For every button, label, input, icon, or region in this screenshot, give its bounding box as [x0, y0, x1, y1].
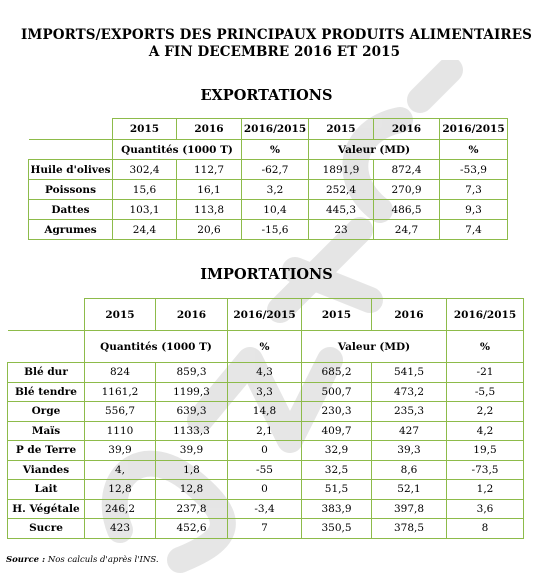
table-units-row — [29, 140, 508, 160]
table-cell: 12,8 — [156, 480, 228, 500]
row-label: Huile d'olives — [29, 160, 113, 180]
table-corner — [8, 331, 85, 363]
table-cell: 112,7 — [177, 160, 242, 180]
table-cell: 20,6 — [177, 220, 242, 240]
table-cell: 1891,9 — [309, 160, 374, 180]
table-cell: 14,8 — [228, 402, 302, 422]
table-cell: 473,2 — [372, 382, 447, 402]
table-row — [8, 382, 524, 402]
value-unit-header: Valeur (MD) — [309, 140, 440, 160]
table-cell: 235,3 — [372, 402, 447, 422]
row-label: Maïs — [8, 421, 85, 441]
column-header: 2016 — [177, 119, 242, 140]
table-cell: 4,3 — [228, 363, 302, 383]
importations-table — [7, 298, 524, 539]
table-cell: 486,5 — [374, 200, 440, 220]
table-corner — [29, 140, 113, 160]
table-cell: 230,3 — [302, 402, 372, 422]
table-cell: 3,6 — [447, 499, 524, 519]
table-corner — [29, 119, 113, 140]
column-header: 2015 — [302, 299, 372, 331]
table-cell: -21 — [447, 363, 524, 383]
table-cell: 383,9 — [302, 499, 372, 519]
table-cell: 9,3 — [440, 200, 508, 220]
table-cell: 51,5 — [302, 480, 372, 500]
table-cell: 378,5 — [372, 519, 447, 539]
column-header: 2016/2015 — [440, 119, 508, 140]
table-cell: 246,2 — [85, 499, 156, 519]
row-label: Sucre — [8, 519, 85, 539]
column-header: 2016/2015 — [242, 119, 309, 140]
table-cell: 1,2 — [447, 480, 524, 500]
table-cell: 824 — [85, 363, 156, 383]
table-corner — [8, 299, 85, 331]
percent-header: % — [228, 331, 302, 363]
table-cell: 7 — [228, 519, 302, 539]
table-row — [8, 460, 524, 480]
row-label: Poissons — [29, 180, 113, 200]
table-cell: -73,5 — [447, 460, 524, 480]
table-cell: 16,1 — [177, 180, 242, 200]
table-cell: 24,7 — [374, 220, 440, 240]
source-label: Source : — [6, 555, 46, 565]
document-title-line2: A FIN DECEMBRE 2016 ET 2015 — [148, 44, 401, 60]
table-cell: 397,8 — [372, 499, 447, 519]
row-label: H. Végétale — [8, 499, 85, 519]
table-cell: 270,9 — [374, 180, 440, 200]
table-cell: 10,4 — [242, 200, 309, 220]
table-cell: 859,3 — [156, 363, 228, 383]
table-cell: 1161,2 — [85, 382, 156, 402]
value-unit-header: Valeur (MD) — [302, 331, 447, 363]
table-cell: -62,7 — [242, 160, 309, 180]
table-cell: 1,8 — [156, 460, 228, 480]
table-cell: 4,2 — [447, 421, 524, 441]
table-cell: 302,4 — [113, 160, 177, 180]
row-label: Lait — [8, 480, 85, 500]
table-cell: 541,5 — [372, 363, 447, 383]
percent-header: % — [440, 140, 508, 160]
table-cell: 423 — [85, 519, 156, 539]
quantity-unit-header: Quantités (1000 T) — [85, 331, 228, 363]
table-cell: 8,6 — [372, 460, 447, 480]
table-cell: 409,7 — [302, 421, 372, 441]
table-cell: 1199,3 — [156, 382, 228, 402]
table-cell: 7,4 — [440, 220, 508, 240]
table-row — [8, 402, 524, 422]
document-title-line1: IMPORTS/EXPORTS DES PRINCIPAUX PRODUITS ALIMENTAIRES — [21, 27, 532, 43]
table-cell: 12,8 — [85, 480, 156, 500]
row-label: P de Terre — [8, 441, 85, 461]
table-cell: 445,3 — [309, 200, 374, 220]
table-cell: 32,5 — [302, 460, 372, 480]
table-row — [8, 480, 524, 500]
table-cell: -3,4 — [228, 499, 302, 519]
table-cell: 427 — [372, 421, 447, 441]
table-row — [29, 200, 508, 220]
table-cell: 0 — [228, 441, 302, 461]
row-label: Blé tendre — [8, 382, 85, 402]
table-cell: -53,9 — [440, 160, 508, 180]
table-cell: 0 — [228, 480, 302, 500]
exportations-table — [28, 118, 508, 240]
importations-heading: IMPORTATIONS — [200, 266, 333, 283]
column-header: 2016/2015 — [447, 299, 524, 331]
row-label: Agrumes — [29, 220, 113, 240]
table-cell: 2,2 — [447, 402, 524, 422]
table-units-row — [8, 331, 524, 363]
table-cell: 452,6 — [156, 519, 228, 539]
row-label: Dattes — [29, 200, 113, 220]
table-row — [8, 363, 524, 383]
table-cell: 39,9 — [85, 441, 156, 461]
column-header: 2015 — [85, 299, 156, 331]
quantity-unit-header: Quantités (1000 T) — [113, 140, 242, 160]
row-label: Blé dur — [8, 363, 85, 383]
table-cell: 350,5 — [302, 519, 372, 539]
table-cell: 1110 — [85, 421, 156, 441]
source-text: Nos calculs d'après l'INS. — [45, 555, 159, 565]
table-cell: 639,3 — [156, 402, 228, 422]
table-cell: 1133,3 — [156, 421, 228, 441]
table-row — [8, 441, 524, 461]
column-header: 2015 — [309, 119, 374, 140]
table-row — [29, 160, 508, 180]
table-cell: 685,2 — [302, 363, 372, 383]
table-cell: 500,7 — [302, 382, 372, 402]
column-header: 2016 — [372, 299, 447, 331]
column-header: 2016/2015 — [228, 299, 302, 331]
table-cell: 556,7 — [85, 402, 156, 422]
column-header: 2016 — [374, 119, 440, 140]
column-header: 2015 — [113, 119, 177, 140]
source-note — [6, 555, 159, 565]
table-row — [8, 499, 524, 519]
table-row — [29, 220, 508, 240]
table-cell: 23 — [309, 220, 374, 240]
table-cell: 7,3 — [440, 180, 508, 200]
table-row — [29, 180, 508, 200]
percent-header: % — [242, 140, 309, 160]
table-cell: 113,8 — [177, 200, 242, 220]
table-cell: 252,4 — [309, 180, 374, 200]
exportations-heading: EXPORTATIONS — [200, 87, 333, 104]
table-cell: -5,5 — [447, 382, 524, 402]
table-cell: 39,3 — [372, 441, 447, 461]
table-row — [8, 421, 524, 441]
percent-header: % — [447, 331, 524, 363]
table-cell: 3,3 — [228, 382, 302, 402]
table-header-row — [8, 299, 524, 331]
table-cell: 3,2 — [242, 180, 309, 200]
table-cell: 19,5 — [447, 441, 524, 461]
table-cell: 15,6 — [113, 180, 177, 200]
table-row — [8, 519, 524, 539]
table-cell: 39,9 — [156, 441, 228, 461]
table-cell: -55 — [228, 460, 302, 480]
table-cell: 4, — [85, 460, 156, 480]
table-cell: 2,1 — [228, 421, 302, 441]
table-cell: 8 — [447, 519, 524, 539]
table-cell: 32,9 — [302, 441, 372, 461]
table-cell: 103,1 — [113, 200, 177, 220]
table-cell: -15,6 — [242, 220, 309, 240]
row-label: Orge — [8, 402, 85, 422]
row-label: Viandes — [8, 460, 85, 480]
column-header: 2016 — [156, 299, 228, 331]
table-cell: 24,4 — [113, 220, 177, 240]
table-cell: 237,8 — [156, 499, 228, 519]
table-cell: 52,1 — [372, 480, 447, 500]
table-header-row — [29, 119, 508, 140]
table-cell: 872,4 — [374, 160, 440, 180]
